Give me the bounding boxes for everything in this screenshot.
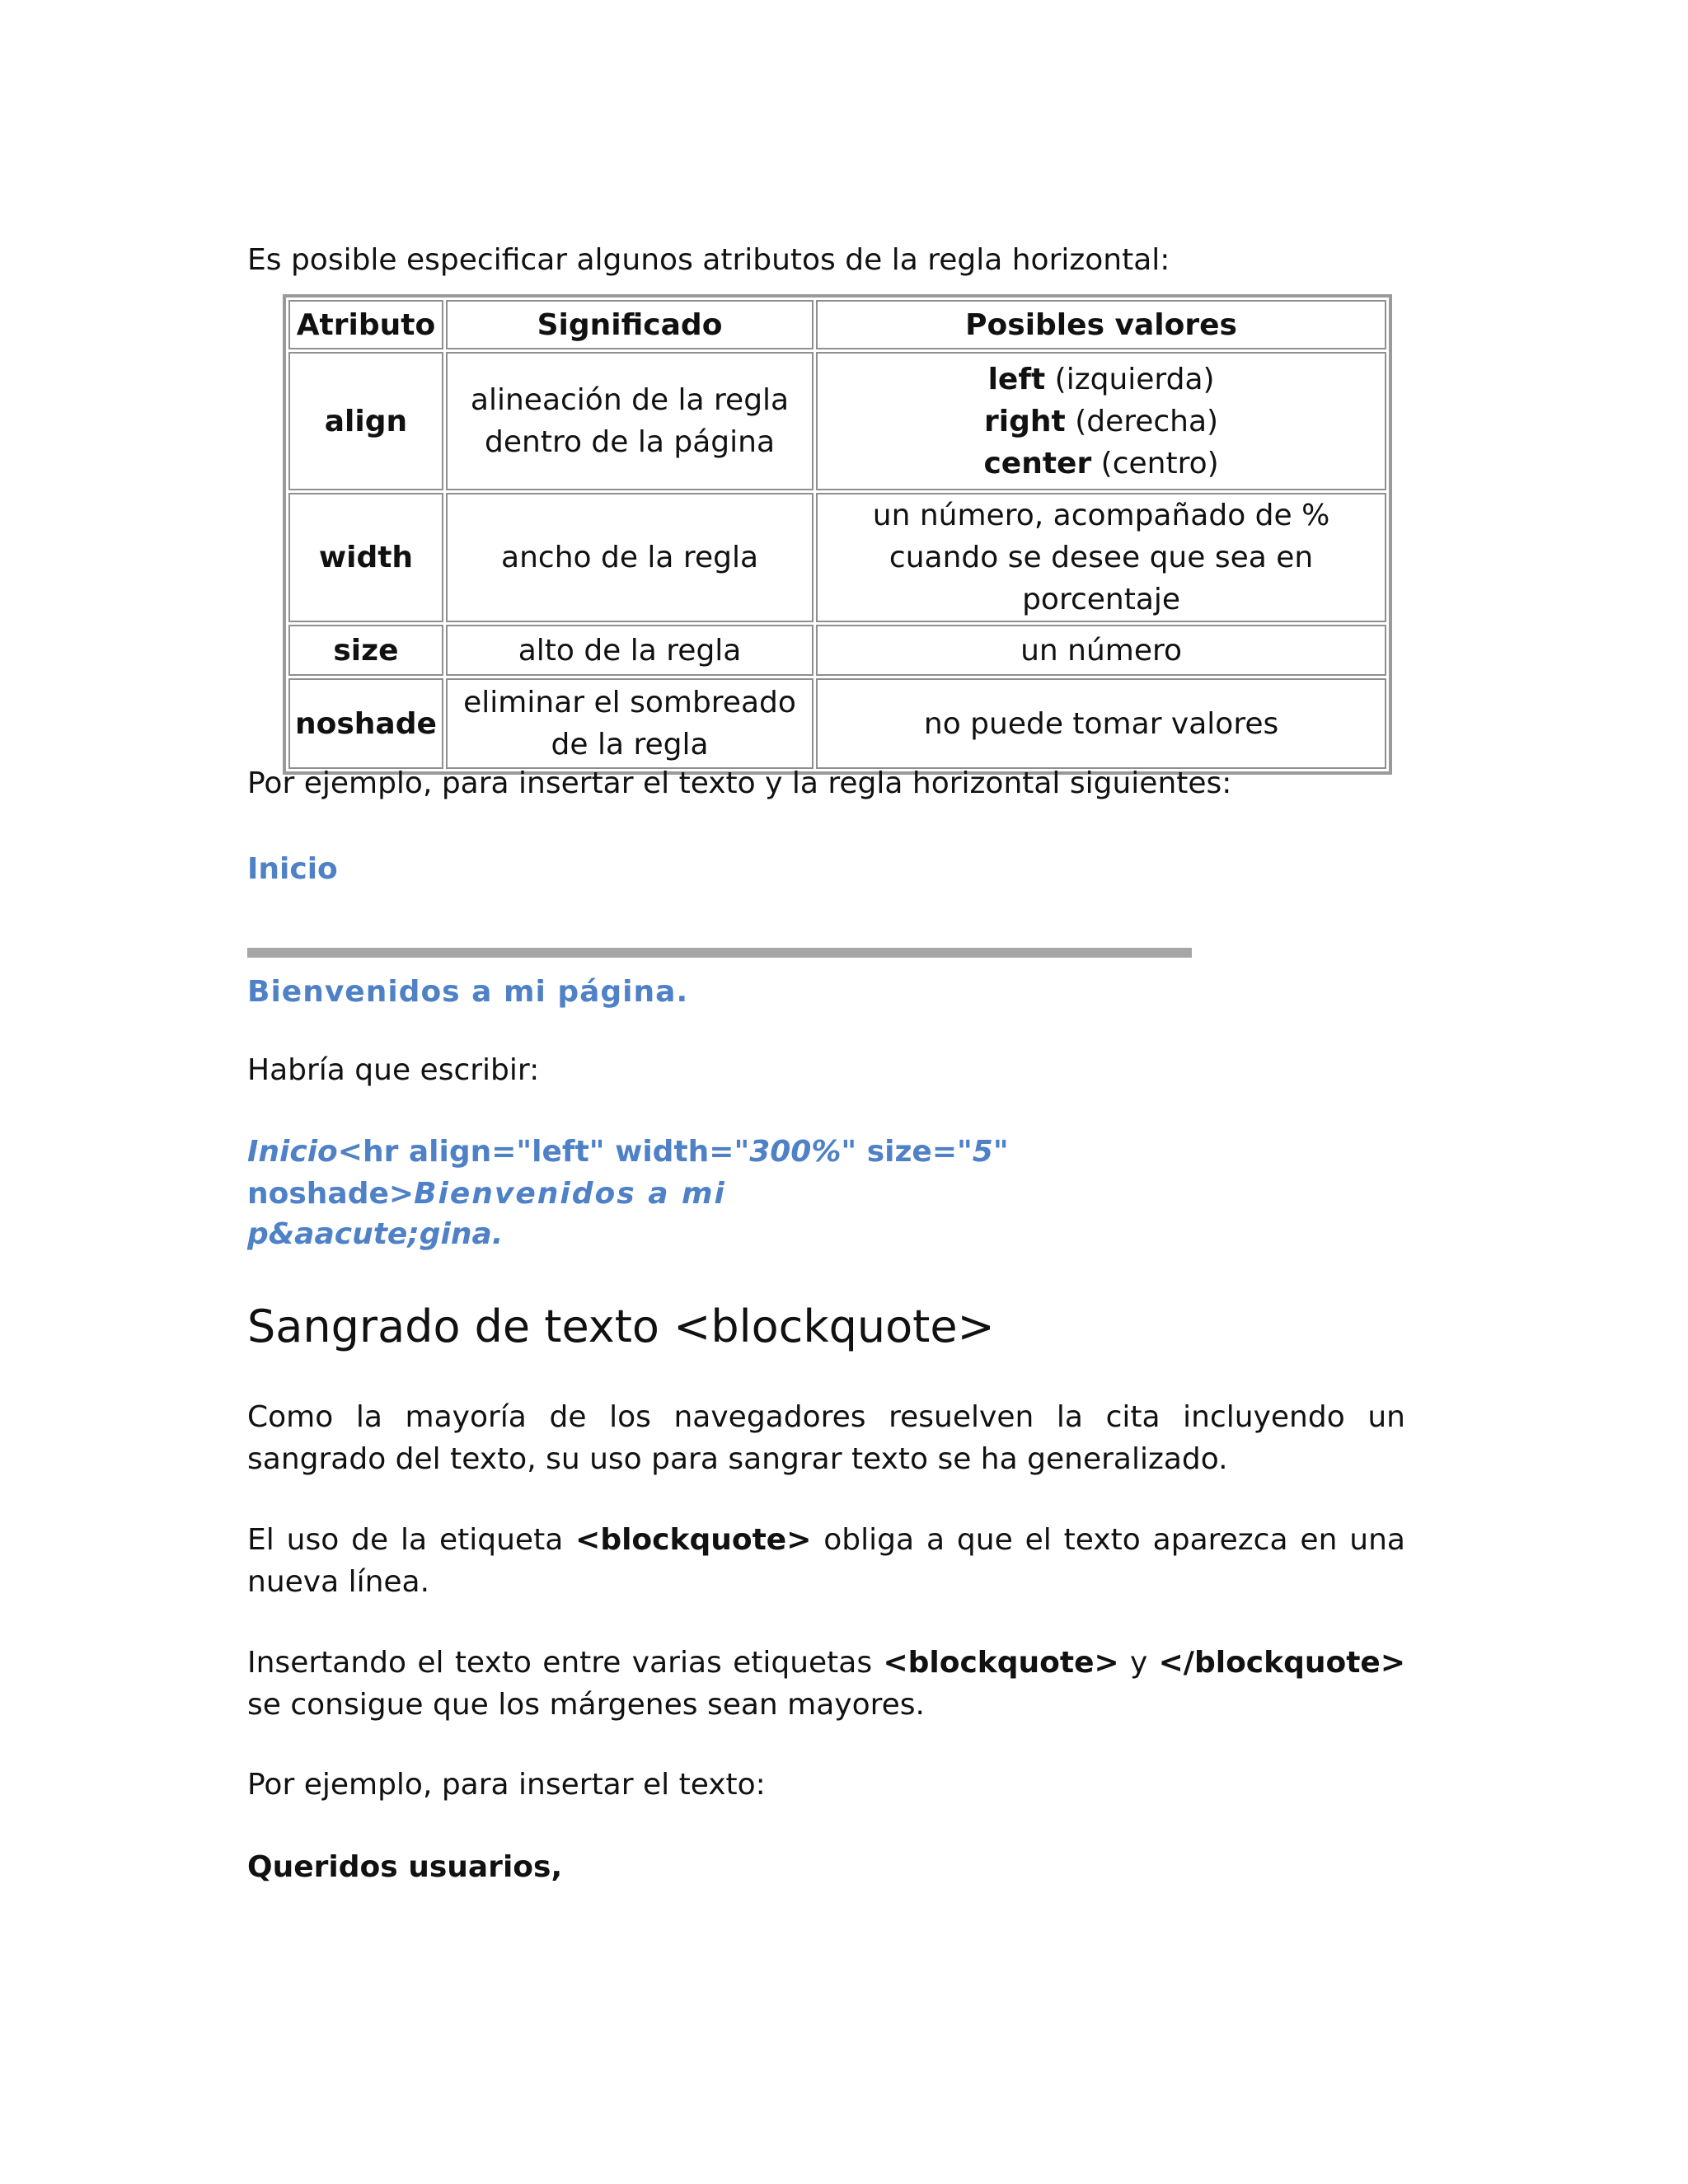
tag-text: </blockquote> [1158,1646,1405,1680]
paragraph: Por ejemplo, para insertar el texto: [247,1768,766,1802]
attr-name: align [288,352,443,490]
code-part: size= [856,1135,958,1169]
attr-meaning: alineación de la regla dentro de la página [446,352,814,490]
example-heading: Inicio [247,852,338,886]
paragraph: Como la mayoría de los navegadores resuelven la cita incluyendo un sangrado del texto, su uso para sangrar texto se ha generalizado. [247,1400,1405,1476]
code-part: noshade> [247,1177,415,1211]
tag-text: <blockquote> [575,1523,812,1557]
attr-meaning: ancho de la regla [446,493,814,622]
section-title: Sangrado de texto <blockquote> [247,1301,995,1352]
attr-meaning: eliminar el sombreado de la regla [446,678,814,769]
attributes-table [283,294,1392,775]
attr-name: width [288,493,443,622]
attr-values [816,352,1386,490]
header-significado: Significado [446,300,814,349]
attr-value: no puede tomar valores [816,678,1386,769]
example-salutation: Queridos usuarios, [247,1850,563,1884]
header-atributo: Atributo [288,300,443,349]
value-line: center (centro) [983,446,1219,480]
value-line: right (derecha) [984,404,1219,438]
header-posibles-valores: Posibles valores [816,300,1386,349]
table-row [288,678,1386,769]
attr-value: un número, acompañado de % cuando se desee que sea en porcentaje [816,493,1386,622]
attr-name: noshade [288,678,443,769]
table-row [288,625,1386,676]
intro-text: Es posible especificar algunos atributos de la regla horizontal: [247,243,1170,277]
code-part: "300%" [734,1135,857,1169]
code-part: Bienvenidos a mi [414,1177,726,1211]
paragraph: Insertando el texto entre varias etiquetas <blockquote> y </blockquote> se consigue que los márgenes sean mayores. [247,1646,1405,1722]
example-welcome: Bienvenidos a mi página. [247,975,689,1009]
write-intro-text: Habría que escribir: [247,1053,540,1087]
tag-text: <blockquote> [883,1646,1119,1680]
attr-value: un número [816,625,1386,676]
paragraph: El uso de la etiqueta <blockquote> obliga a que el texto aparezca en una nueva línea. [247,1523,1405,1599]
attr-meaning: alto de la regla [446,625,814,676]
code-part: <hr align="left" width= [337,1135,734,1169]
example-intro-text: Por ejemplo, para insertar el texto y la regla horizontal siguientes: [247,766,1232,800]
code-sample-line1 [247,1131,1405,1215]
attr-name: size [288,625,443,676]
table-row [288,493,1386,622]
code-part: Inicio [247,1135,338,1169]
value-line: left (izquierda) [987,362,1215,396]
code-part: "5" [957,1135,1009,1169]
code-sample-line2: p&aacute;gina. [247,1217,504,1251]
sample-horizontal-rule [247,948,1192,958]
table-header-row [288,300,1386,349]
table-row [288,352,1386,490]
